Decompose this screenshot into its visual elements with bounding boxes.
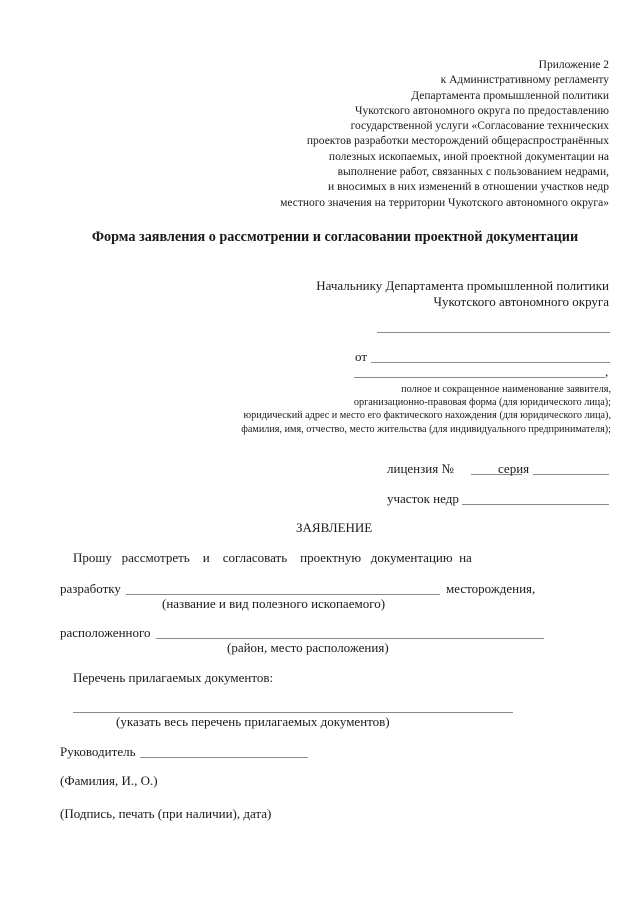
development-label: разработку [60,581,121,596]
mineral-name-field[interactable] [126,594,440,595]
appendix-line: государственной услуги «Согласование технических [350,120,609,133]
note-line: юридический адрес и место его фактического нахождения (для юридического лица), [243,410,611,422]
subsoil-field[interactable] [462,504,609,505]
appendix-line: Приложение 2 [538,59,609,71]
documents-hint: (указать весь перечень прилагаемых документов) [116,714,390,729]
appendix-line: к Административному регламенту [440,74,609,87]
applicant-field-line-1[interactable] [371,362,610,363]
from-label: от [355,349,368,364]
appendix-line: Чукотского автономного округа по предоставлению [355,104,609,117]
addressee-line-2: Чукотского автономного округа [433,294,609,309]
appendix-line: полезных ископаемых, иной проектной документации на [328,150,609,163]
request-line: Прошу рассмотреть и согласовать проектную документацию на [73,550,472,565]
head-label: Руководитель [60,744,136,759]
appendix-line: местного значения на территории Чукотского автономного округа» [280,196,609,209]
location-label: расположенного [60,625,151,640]
note-line: фамилия, имя, отчество, место жительства (для индивидуального предпринимателя); [241,423,611,435]
signature-hint: (Подпись, печать (при наличии), дата) [60,806,272,821]
statement-title: ЗАЯВЛЕНИЕ [296,520,373,535]
comma-mark: , [605,364,609,379]
documents-field[interactable] [73,712,513,713]
addressee-line-1: Начальнику Департамента промышленной политики [316,278,609,293]
appendix-line: проектов разработки месторождений общераспространённых [306,135,609,148]
subsoil-label: участок недр [387,491,459,506]
applicant-notes [241,383,611,436]
addressee-block [316,278,609,310]
head-signature-field[interactable] [140,757,308,758]
note-line: организационно-правовая форма (для юридического лица); [353,397,611,409]
name-hint: (Фамилия, И., О.) [60,773,158,788]
applicant-field-line-2[interactable] [354,377,605,378]
appendix-line: выполнение работ, связанных с пользованием недрами, [337,166,609,179]
series-label: серия [498,461,530,476]
location-hint: (район, место расположения) [227,640,389,655]
note-line: полное и сокращенное наименование заявителя, [401,384,611,395]
form-title: Форма заявления о рассмотрении и согласовании проектной документации [91,229,579,245]
appendix-line: Департамента промышленной политики [411,89,609,102]
appendix-line: и вносимых в них изменений в отношении участков недр [328,181,609,194]
appendix-header [280,58,609,211]
documents-label: Перечень прилагаемых документов: [73,670,274,685]
development-suffix: месторождения, [446,581,536,596]
mineral-hint: (название и вид полезного ископаемого) [162,596,386,611]
addressee-blank-line[interactable] [377,332,610,333]
series-field[interactable] [533,474,609,475]
license-label: лицензия № [387,461,454,476]
location-field[interactable] [156,638,544,639]
